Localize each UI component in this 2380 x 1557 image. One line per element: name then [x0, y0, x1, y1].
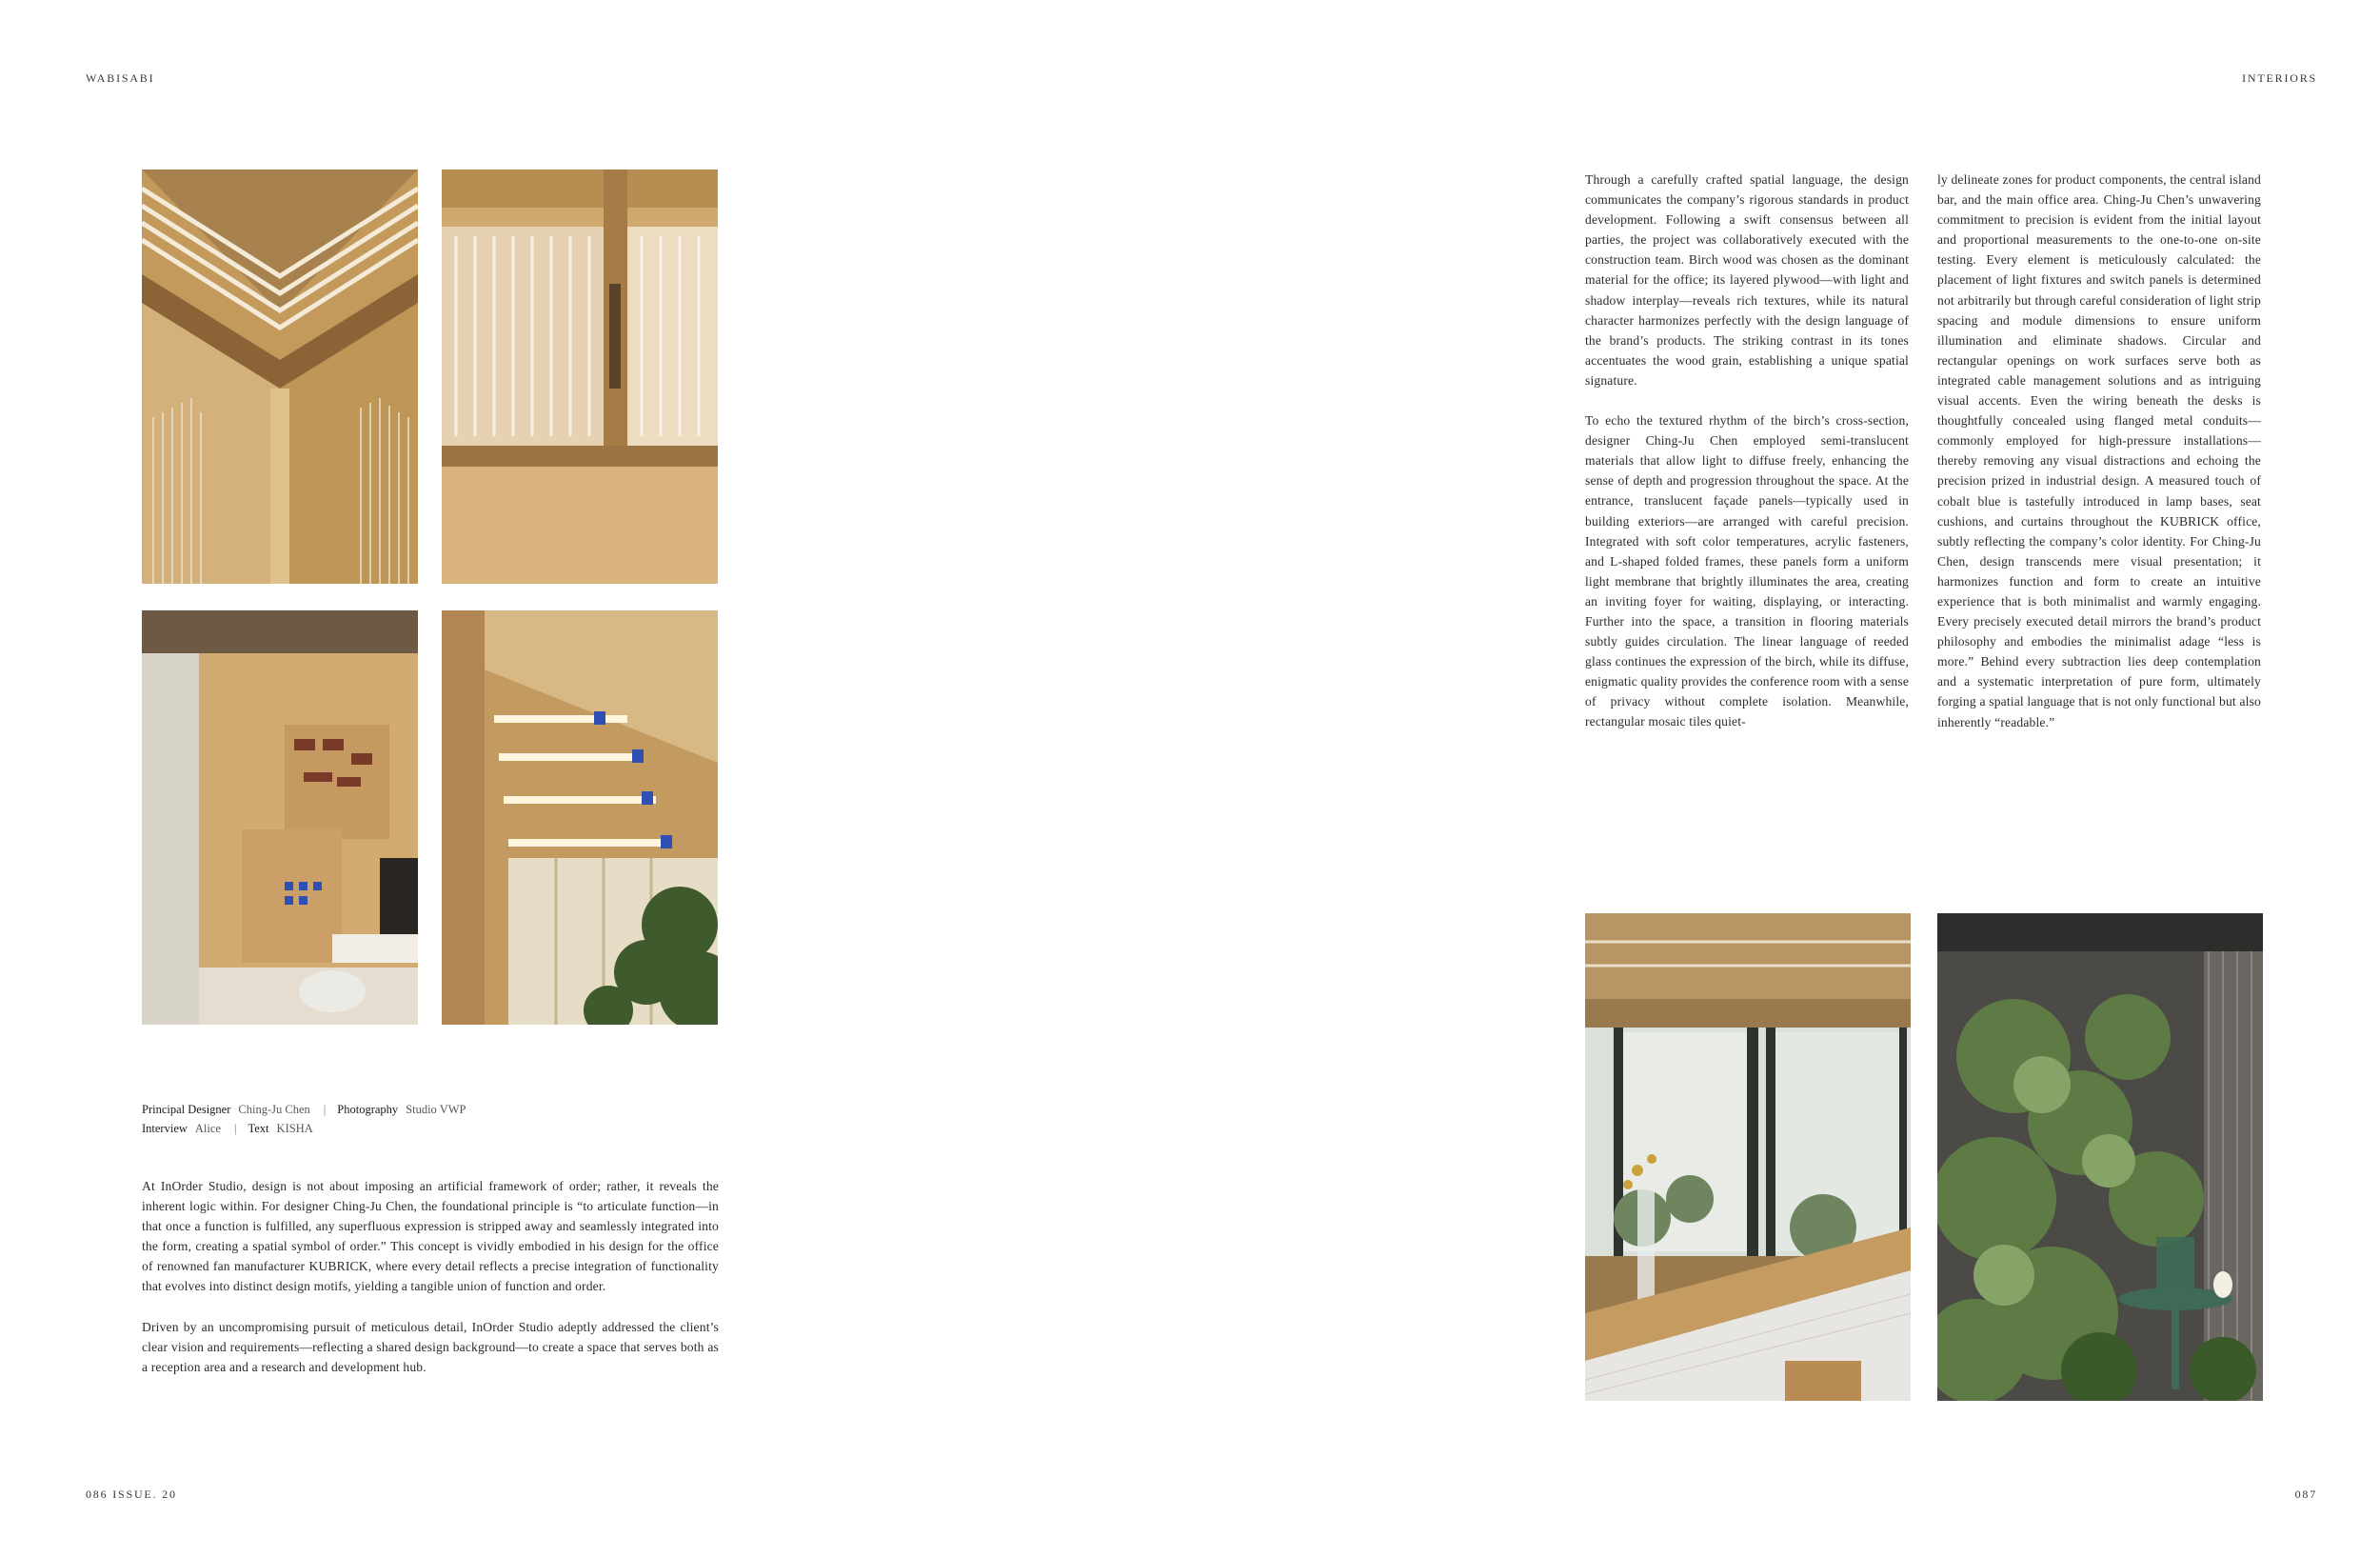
photo-light-strips — [442, 610, 718, 1025]
magazine-section-left: WABISABI — [86, 71, 155, 85]
project-credits — [142, 1100, 466, 1138]
photo-green-terrace — [1937, 913, 2263, 1401]
photo-ceiling-corner — [142, 170, 418, 584]
photo-office-interior — [142, 610, 418, 1025]
photography-name: Studio VWP — [406, 1103, 466, 1116]
intro-paragraph-2: Driven by an uncompromising pursuit of meticulous detail, InOrder Studio adeptly addressed the client’s clear vision and requirements—reflecting a shared design background—to create a space that serves both as a reception area and a research and development hub. — [142, 1319, 719, 1374]
text-label: Text — [248, 1122, 269, 1135]
credits-separator: | — [233, 1122, 237, 1135]
column-1-paragraph-1: Through a carefully crafted spatial language, the design communicates the company’s rigorous standards in product development. Following a swift consensus between all parties, the project was collaboratively executed with the construction team. Birch wood was chosen as the dominant material for the office; its layered plywood—with light and shadow interplay—reveals rich textures, while its natural character harmonizes perfectly with the design language of the brand’s products. The striking contrast in its tones accentuates the wood grain, establishing a unique spatial signature. — [1585, 172, 1909, 388]
interview-label: Interview — [142, 1122, 188, 1135]
photography-label: Photography — [337, 1103, 399, 1116]
photo-window-bar — [1585, 913, 1911, 1401]
magazine-section-right: INTERIORS — [2242, 71, 2317, 85]
credits-line-1 — [142, 1100, 466, 1119]
column-1-paragraph-2: To echo the textured rhythm of the birch’s cross-section, designer Ching-Ju Chen employed semi-translucent materials that allow light to diffuse freely, enhancing the sense of depth and progression throughout the space. At the entrance, translucent façade panels—typically used in building exteriors—are arranged with careful precision. Integrated with soft color temperatures, acrylic fasteners, and L-shaped folded frames, these panels form a uniform light membrane that brightly illuminates the area, creating an inviting foyer for waiting, displaying, or interacting. Further into the space, a transition in flooring materials subtly guides circulation. The linear language of reeded glass continues the expression of the birch, while its diffuse, enigmatic quality provides the conference room with a sense of privacy without complete isolation. Meanwhile, rectangular mosaic tiles quiet- — [1585, 413, 1909, 729]
interview-name: Alice — [194, 1122, 221, 1135]
article-intro — [142, 1176, 719, 1397]
folio-right: 087 — [2294, 1487, 2317, 1501]
article-column-1 — [1585, 170, 1909, 752]
photo-reeded-glass — [442, 170, 718, 584]
credits-separator: | — [323, 1103, 327, 1116]
column-2-paragraph-1: ly delineate zones for product components, the central island bar, and the main office area. Ching-Ju Chen’s unwavering commitment to precision is evident from the initial layout and proportional measurements to the one-to-one on-site testing. Every element is meticulously calculated: the placement of light fixtures and switch panels is determined not arbitrarily but through careful consideration of light strip spacing and module dimensions to ensure uniform illumination and eliminate shadows. Circular and rectangular openings on work surfaces serve both as integrated cable management solutions and as intriguing visual accents. Even the wiring beneath the desks is thoughtfully concealed using flanged metal conduits—commonly employed for high-pressure installations—thereby removing any visual distractions and echoing the precision prized in industrial design. A measured touch of cobalt blue is tastefully introduced in lamp bases, seat cushions, and curtains throughout the KUBRICK office, subtly reflecting the company’s color identity. For Ching-Ju Chen, design transcends mere visual presentation; it harmonizes function and form to create an intuitive experience that is both minimalist and warmly engaging. Every precisely executed detail mirrors the brand’s product philosophy and embodies the minimalist adage “less is more.” Behind every subtraction lies deep contemplation and a systematic interpretation of pure form, ultimately forging a spatial language that is not only functional but also inherently “readable.” — [1937, 172, 2261, 729]
principal-designer-name: Ching-Ju Chen — [238, 1103, 310, 1116]
intro-paragraph-1: At InOrder Studio, design is not about imposing an artificial framework of order; rather, it reveals the inherent logic within. For designer Ching-Ju Chen, the foundational principle is “to articulate function—in that once a function is fulfilled, any superfluous expression is stripped away and seamlessly integrated into the form, creating a spatial symbol of order.” This concept is vividly embodied in his design for the office of renowned fan manufacturer KUBRICK, where every detail reflects a precise integration of functionality that evolves into distinct design motifs, yielding a tangible union of function and order. — [142, 1179, 719, 1294]
text-author-name: KISHA — [276, 1122, 313, 1135]
credits-line-2 — [142, 1119, 466, 1138]
folio-left: 086 ISSUE. 20 — [86, 1487, 177, 1501]
principal-designer-label: Principal Designer — [142, 1103, 231, 1116]
article-column-2 — [1937, 170, 2261, 752]
